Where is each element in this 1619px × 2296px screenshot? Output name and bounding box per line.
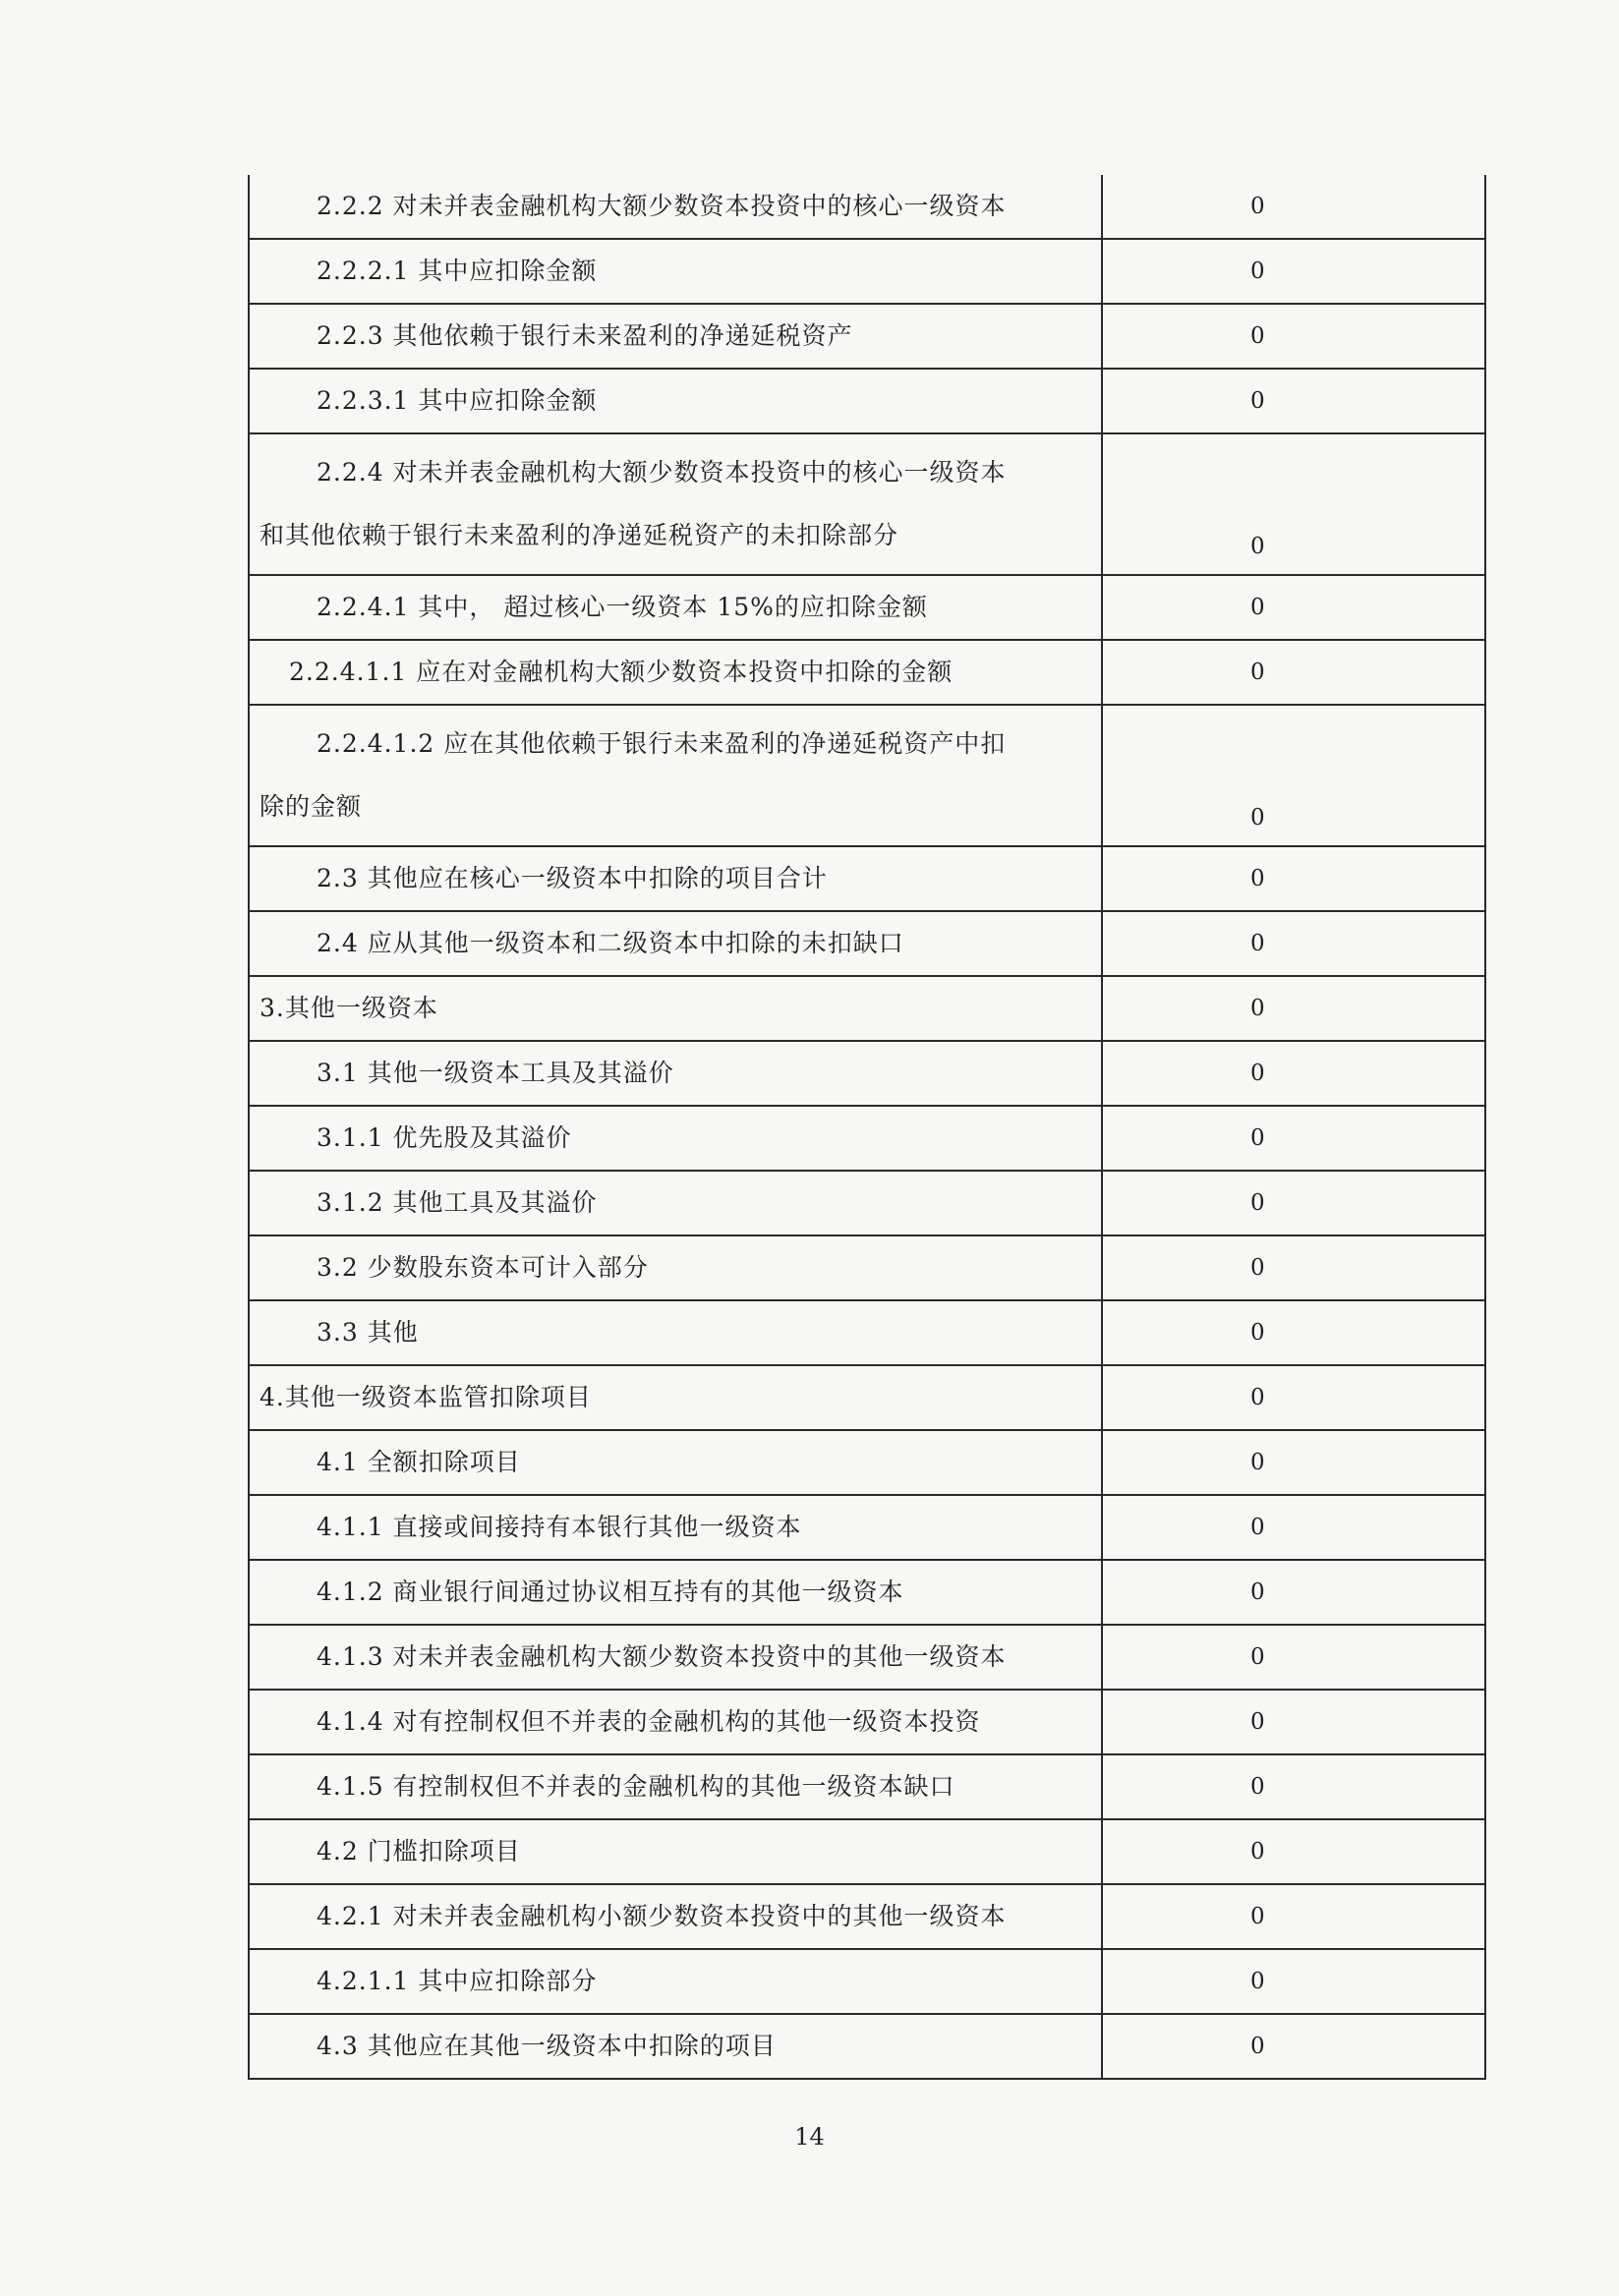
row-value: 0 (1102, 846, 1485, 911)
table-row (249, 1300, 1485, 1365)
row-value: 0 (1102, 976, 1485, 1041)
row-value: 0 (1102, 1300, 1485, 1365)
row-value: 0 (1102, 911, 1485, 976)
row-label: 4.1.3 对未并表金融机构大额少数资本投资中的其他一级资本 (249, 1625, 1102, 1690)
table-row (249, 1430, 1485, 1495)
table-row (249, 705, 1485, 846)
table-row (249, 1625, 1485, 1690)
row-label: 2.2.4.1.1 应在对金融机构大额少数资本投资中扣除的金额 (249, 640, 1102, 705)
row-label: 3.其他一级资本 (249, 976, 1102, 1041)
table-row (249, 1560, 1485, 1625)
table-row (249, 640, 1485, 705)
row-label: 4.1.2 商业银行间通过协议相互持有的其他一级资本 (249, 1560, 1102, 1625)
row-label: 4.2 门槛扣除项目 (249, 1819, 1102, 1884)
table-row (249, 1884, 1485, 1949)
row-value: 0 (1102, 1171, 1485, 1235)
table-row (249, 846, 1485, 911)
row-value: 0 (1102, 575, 1485, 640)
capital-report-table (248, 175, 1486, 2080)
table-row (249, 1495, 1485, 1560)
row-value: 0 (1102, 1430, 1485, 1495)
row-label (249, 705, 1102, 846)
table-row (249, 976, 1485, 1041)
row-label-line2: 和其他依赖于银行未来盈利的净递延税资产的未扣除部分 (260, 521, 899, 549)
table-row (249, 239, 1485, 304)
table-row (249, 369, 1485, 433)
row-label: 3.1 其他一级资本工具及其溢价 (249, 1041, 1102, 1106)
row-label-line2: 除的金额 (260, 792, 363, 821)
row-label: 4.3 其他应在其他一级资本中扣除的项目 (249, 2014, 1102, 2079)
row-label: 4.2.1.1 其中应扣除部分 (249, 1949, 1102, 2014)
table-row (249, 575, 1485, 640)
row-label: 4.1.5 有控制权但不并表的金融机构的其他一级资本缺口 (249, 1754, 1102, 1819)
row-label: 4.1 全额扣除项目 (249, 1430, 1102, 1495)
table-row (249, 1041, 1485, 1106)
row-label-line1: 2.2.4 对未并表金融机构大额少数资本投资中的核心一级资本 (317, 458, 1007, 487)
table-row (249, 1754, 1485, 1819)
table-row (249, 433, 1485, 575)
table-row (249, 304, 1485, 369)
row-value: 0 (1102, 1819, 1485, 1884)
table-row (249, 2014, 1485, 2079)
row-label: 4.其他一级资本监管扣除项目 (249, 1365, 1102, 1430)
row-value: 0 (1102, 1495, 1485, 1560)
row-label: 2.2.2.1 其中应扣除金额 (249, 239, 1102, 304)
row-label: 4.1.4 对有控制权但不并表的金融机构的其他一级资本投资 (249, 1690, 1102, 1754)
row-label-line1: 2.2.4.1.2 应在其他依赖于银行未来盈利的净递延税资产中扣 (317, 729, 1007, 758)
row-value: 0 (1102, 1625, 1485, 1690)
row-label: 3.1.1 优先股及其溢价 (249, 1106, 1102, 1171)
table-row (249, 1819, 1485, 1884)
row-value: 0 (1102, 1041, 1485, 1106)
row-value: 0 (1102, 1560, 1485, 1625)
row-value: 0 (1102, 705, 1485, 846)
table-row (249, 1949, 1485, 2014)
row-label: 4.1.1 直接或间接持有本银行其他一级资本 (249, 1495, 1102, 1560)
table-row (249, 911, 1485, 976)
row-value: 0 (1102, 1106, 1485, 1171)
row-label: 2.3 其他应在核心一级资本中扣除的项目合计 (249, 846, 1102, 911)
row-value: 0 (1102, 304, 1485, 369)
table-row (249, 1106, 1485, 1171)
row-label: 4.2.1 对未并表金融机构小额少数资本投资中的其他一级资本 (249, 1884, 1102, 1949)
table-row (249, 1690, 1485, 1754)
row-label: 2.2.2 对未并表金融机构大额少数资本投资中的核心一级资本 (249, 175, 1102, 239)
row-label: 2.2.4.1 其中， 超过核心一级资本 15%的应扣除金额 (249, 575, 1102, 640)
row-value: 0 (1102, 640, 1485, 705)
row-value: 0 (1102, 1884, 1485, 1949)
table-row (249, 1365, 1485, 1430)
row-value: 0 (1102, 1365, 1485, 1430)
row-value: 0 (1102, 433, 1485, 575)
row-value: 0 (1102, 369, 1485, 433)
row-value: 0 (1102, 1235, 1485, 1300)
row-label (249, 433, 1102, 575)
row-value: 0 (1102, 1754, 1485, 1819)
page-number: 14 (794, 2123, 825, 2151)
row-label: 3.1.2 其他工具及其溢价 (249, 1171, 1102, 1235)
table-row (249, 175, 1485, 239)
table-row (249, 1171, 1485, 1235)
table-row (249, 1235, 1485, 1300)
row-label: 3.3 其他 (249, 1300, 1102, 1365)
row-label: 2.2.3.1 其中应扣除金额 (249, 369, 1102, 433)
row-label: 2.4 应从其他一级资本和二级资本中扣除的未扣缺口 (249, 911, 1102, 976)
row-label: 3.2 少数股东资本可计入部分 (249, 1235, 1102, 1300)
row-value: 0 (1102, 175, 1485, 239)
row-value: 0 (1102, 2014, 1485, 2079)
row-value: 0 (1102, 1949, 1485, 2014)
row-value: 0 (1102, 1690, 1485, 1754)
row-label: 2.2.3 其他依赖于银行未来盈利的净递延税资产 (249, 304, 1102, 369)
row-value: 0 (1102, 239, 1485, 304)
